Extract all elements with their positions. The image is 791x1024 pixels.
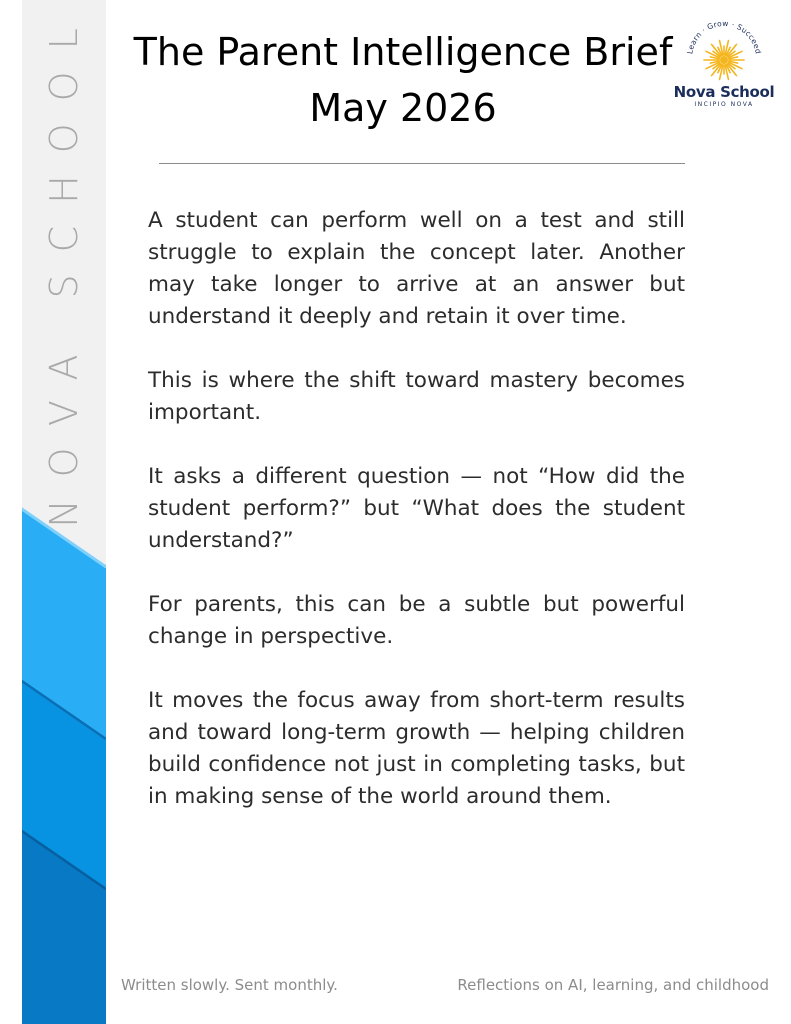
title-line-1: The Parent Intelligence Brief xyxy=(133,30,673,74)
footer-right-note: Reflections on AI, learning, and childhood xyxy=(457,976,769,994)
sidebar-vertical-text: NOVA SCHOOL xyxy=(42,6,86,528)
article-paragraph: A student can perform well on a test and still struggle to explain the concept later. Another may take longer to arrive at an answer but understand it deeply and retain it over time. xyxy=(148,208,685,329)
header-divider xyxy=(159,163,685,164)
logo-motto-arc: Learn · Grow · Succeed xyxy=(685,20,763,55)
logo-name: Nova School xyxy=(673,83,775,101)
footer-left-note: Written slowly. Sent monthly. xyxy=(121,976,338,994)
article-paragraph: It moves the focus away from short-term results and toward long-term growth — helping children build confidence not just in completing tasks, but in making sense of the world around them. xyxy=(148,688,685,809)
nova-school-logo xyxy=(670,20,778,116)
logo-tagline: INCIPIO NOVA xyxy=(694,101,754,108)
page-title xyxy=(118,24,688,136)
article-paragraph: For parents, this can be a subtle but powerful change in perspective. xyxy=(148,592,685,649)
article-paragraph: It asks a different question — not “How did the student perform?” but “What does the student understand?” xyxy=(148,464,685,553)
sun-burst-icon xyxy=(670,20,778,84)
title-line-2: May 2026 xyxy=(309,86,497,130)
article-body xyxy=(148,205,685,845)
article-paragraph: This is where the shift toward mastery becomes important. xyxy=(148,368,685,425)
